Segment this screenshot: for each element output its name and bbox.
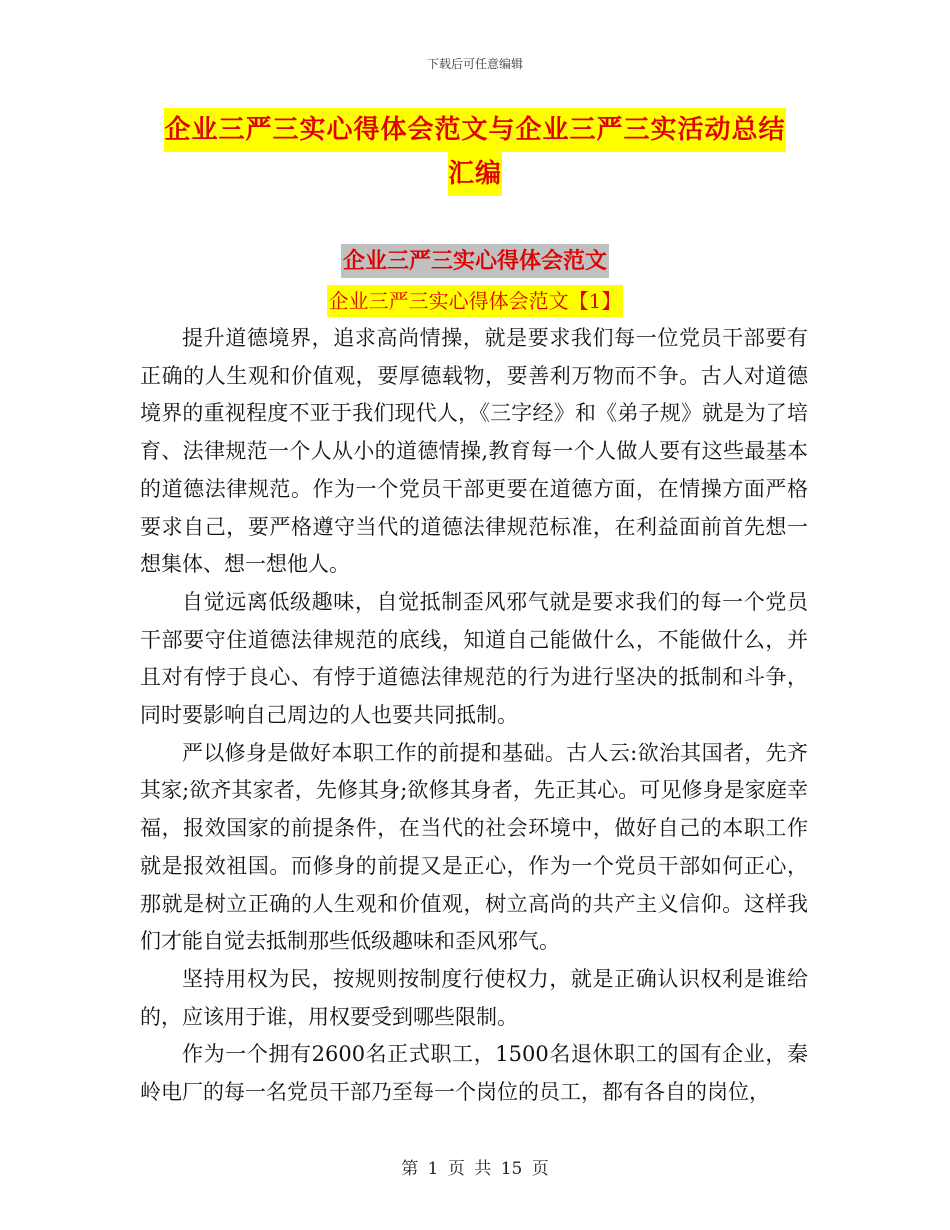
paragraph: 提升道德境界，追求高尚情操，就是要求我们每一位党员干部要有正确的人生观和价值观，要厚德载物，要善利万物而不争。古人对道德境界的重视程度不亚于我们现代人，《三字经》和《弟子规》就是为了培育、法律规范一个人从小的道德情操,教育每一个人做人要有这些最基本的道德法律规范。作为一个党员干部更要在道德方面，在情操方面严格要求自己，要严格遵守当代的道德法律规范标准，在利益面前首先想一想集体、想一想他人。	[140, 326, 808, 577]
title-line-2: 汇编	[448, 152, 502, 196]
paragraph: 自觉远离低级趣味，自觉抵制歪风邪气就是要求我们的每一个党员干部要守住道德法律规范的底线，知道自己能做什么，不能做什么，并且对有悖于良心、有悖于道德法律规范的行为进行坚决的抵制和斗争，同时要影响自己周边的人也要共同抵制。	[140, 589, 808, 728]
section-title	[0, 244, 950, 278]
paragraph: 坚持用权为民，按规则按制度行使权力，就是正确认识权利是谁给的，应该用于谁，用权要受到哪些限制。	[140, 966, 808, 1029]
title-line-1: 企业三严三实心得体会范文与企业三严三实活动总结	[164, 108, 785, 152]
sub-title	[0, 285, 950, 317]
header-note: 下载后可任意编辑	[426, 57, 523, 71]
body-text	[140, 320, 808, 1112]
page-footer: 第 1 页 共 15 页	[401, 1159, 549, 1179]
section-title-text: 企业三严三实心得体会范文	[341, 244, 609, 278]
sub-title-text: 企业三严三实心得体会范文【1】	[327, 285, 624, 317]
document-title	[140, 108, 810, 196]
paragraph: 作为一个拥有2600名正式职工，1500名退休职工的国有企业，秦岭电厂的每一名党员干部乃至每一个岗位的员工，都有各自的岗位，	[140, 1042, 808, 1105]
paragraph: 严以修身是做好本职工作的前提和基础。古人云:欲治其国者，先齐其家;欲齐其家者，先修其身;欲修其身者，先正其心。可见修身是家庭幸福，报效国家的前提条件，在当代的社会环境中，做好自己的本职工作就是报效祖国。而修身的前提又是正心，作为一个党员干部如何正心，那就是树立正确的人生观和价值观，树立高尚的共产主义信仰。这样我们才能自觉去抵制那些低级趣味和歪风邪气。	[140, 740, 808, 954]
